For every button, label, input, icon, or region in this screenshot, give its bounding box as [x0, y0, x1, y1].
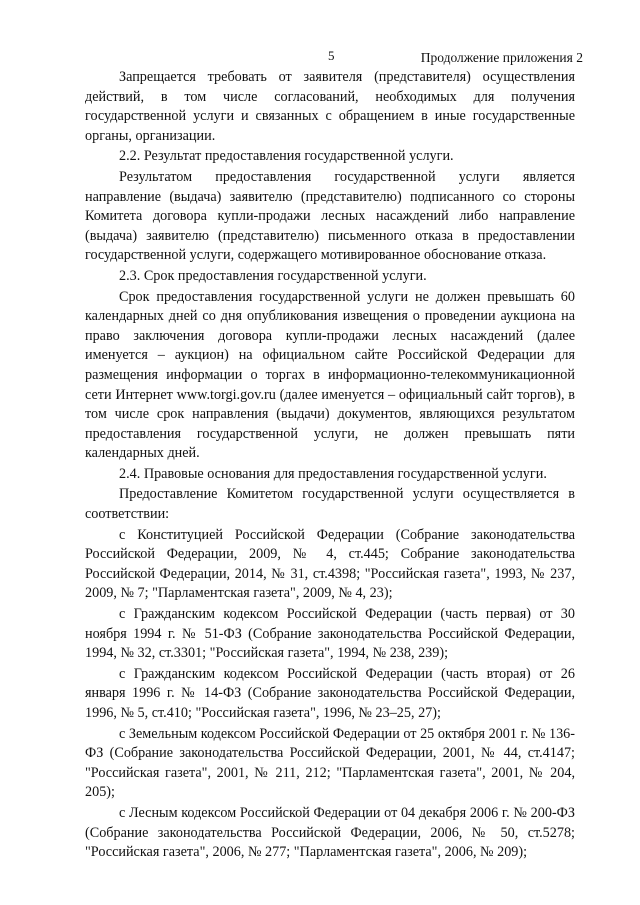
page-number: 5 — [328, 48, 335, 63]
paragraph-term: Срок предоставления государственной услуги не должен превышать 60 календарных дней со дня опубликования извещения о проведении аукциона на право заключения договора купли-продажи лесных насаждений (далее именуется – аукцион) на официальном сайте Российской Федерации для размещения информации о торгах в информационно-телекоммуникационной сети Интернет www.torgi.gov.ru (далее именуется – официальный сайт торгов), в том числе срок направления (выдачи) документов, являющихся результатом предоставления государственной услуги, не должен превышать пяти календарных дней. — [85, 288, 575, 462]
list-item-forest-code: с Лесным кодексом Российской Федерации от 04 декабря 2006 г. № 200-ФЗ (Собрание законодательства Российской Федерации, 2006, № 50, ст.5278; "Российская газета", 2006, № 277; "Парламентская газета", 2006, № 209); — [85, 804, 575, 861]
running-header: Продолжение приложения 2 — [420, 50, 583, 65]
document-body — [85, 68, 575, 863]
paragraph-result: Результатом предоставления государственной услуги является направление (выдача) заявителю (представителю) подписанного со стороны Комитета договора купли-продажи лесных насаждений либо направление (выдача) заявителю (представителю) письменного отказа в предоставлении государственной услуги, содержащего мотивированное обоснование отказа. — [85, 168, 575, 264]
list-item-civil-code-part2: с Гражданским кодексом Российской Федерации (часть вторая) от 26 января 1996 г. № 14-ФЗ (Собрание законодательства Российской Федерации, 1996, № 5, ст.410; "Российская газета", 1996, № 23–25, 27); — [85, 665, 575, 721]
paragraph-legal-basis-intro: Предоставление Комитетом государственной услуги осуществляется в соответствии: — [85, 486, 575, 523]
list-item-land-code: с Земельным кодексом Российской Федерации от 25 октября 2001 г. № 136-ФЗ (Собрание законодательства Российской Федерации, 2001, № 44, ст.4147; "Российская газета", 2001, № 211, 212; "Парламентская газета", 2001, № 204, 205); — [85, 725, 575, 801]
paragraph-prohibition: Запрещается требовать от заявителя (представителя) осуществления действий, в том числе согласований, необходимых для получения государственной услуги и связанных с обращением в иные государственные органы, организации. — [85, 69, 575, 144]
list-item-constitution: с Конституцией Российской Федерации (Собрание законодательства Российской Федерации, 2009, № 4, ст.445; Собрание законодательства Российской Федерации, 2014, № 31, ст.4398; "Российская газета", 1993, № 237, 2009, № 7; "Парламентская газета", 2009, № 4, 23); — [85, 526, 575, 602]
list-item-civil-code-part1: с Гражданским кодексом Российской Федерации (часть первая) от 30 ноября 1994 г. № 51-ФЗ (Собрание законодательства Российской Федерации, 1994, № 32, ст.3301; "Российская газета", 1994, № 238, 239); — [85, 606, 575, 662]
section-heading-2-4: 2.4. Правовые основания для предоставления государственной услуги. — [119, 465, 547, 482]
section-heading-2-2: 2.2. Результат предоставления государственной услуги. — [119, 148, 454, 165]
section-heading-2-3: 2.3. Срок предоставления государственной услуги. — [119, 267, 427, 284]
